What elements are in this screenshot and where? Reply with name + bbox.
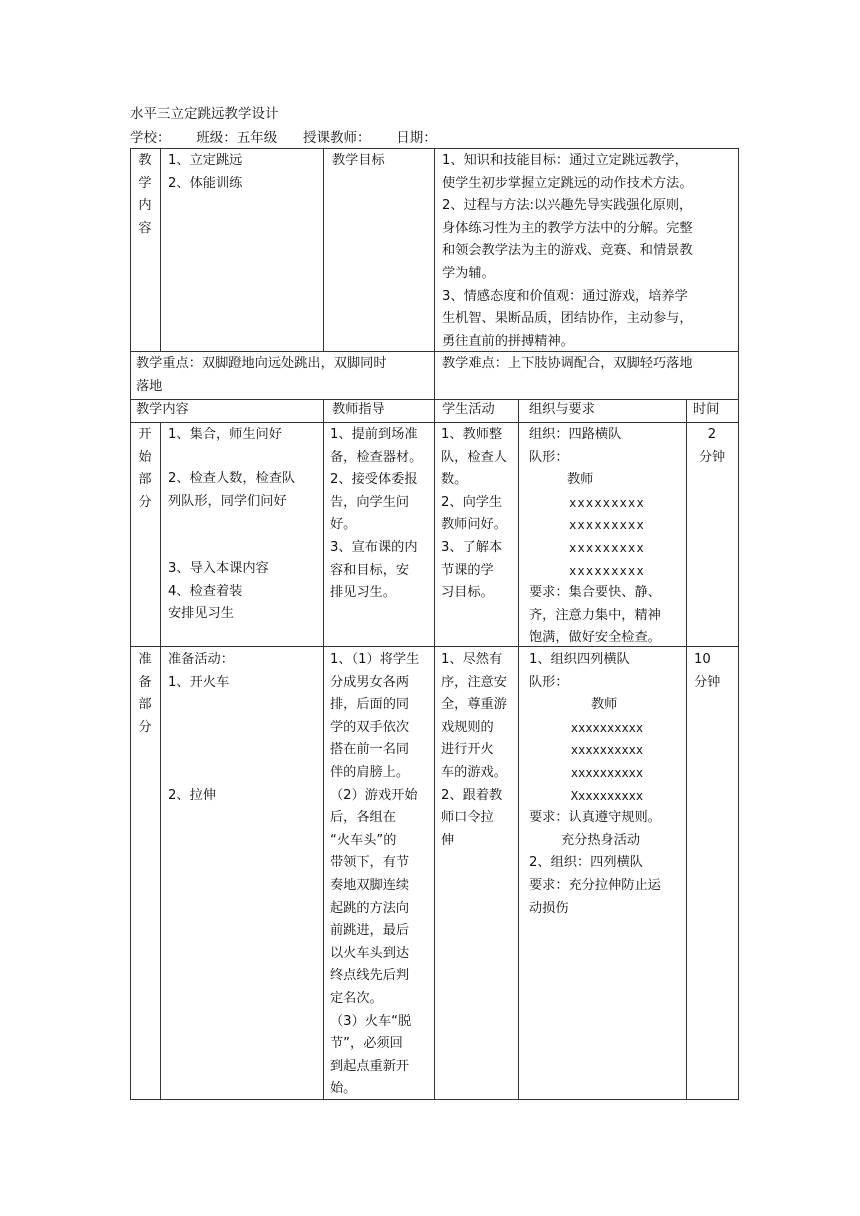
formation-row: xxxxxxxxx [569,518,645,533]
formation-row: Xxxxxxxxxx [570,788,644,803]
start-student: 1、教师整 队，检查人 数。 2、向学生 教师问好。 3、了解本 节课的学 习目标。 [441,427,507,601]
start-content-c: 3、导入本课内容 4、检查着装 安排见习生 [168,561,269,622]
header-teacher: 教师指导 [332,402,385,417]
teaching-goals: 1、知识和技能目标：通过立定跳远教学， 使学生初步掌握立定跳远的动作技术方法。 2、过程与方法:以兴趣先导实践强化原则， 身体练习性为主的教学方法中的分解。完整 和领会教学法为主的游戏、竞赛、和情景教 学为辅。 3、情感态度和价值观：通过游戏，培养学 生机智、果断品质，团结协作，主动参与， 勇往直前的拼搏精神。 [442,153,693,349]
header-org: 组织与要求 [529,402,595,417]
formation-row: xxxxxxxxx [569,563,645,578]
formation-teacher: 教师 [567,472,594,488]
teaching-content: 1、立定跳远 2、体能训练 [168,153,243,191]
prep-content-b: 2、拉伸 [168,788,216,803]
formation-row: xxxxxxxxx [569,495,645,510]
formation-teacher: 教师 [591,697,618,713]
formation-row: xxxxxxxxxx [570,765,644,780]
prep-student: 1、尽然有 序，注意安 全，尊重游 戏规则的 进行开火 车的游戏。 2、跟着教 师口令拉 伸 [441,652,507,848]
start-org: 组织：四路横队 队形： 教师 xxxxxxxxx xxxxxxxxx xxxxxxxxx xxxxxxxxx 要求：集合要快、静、 齐，注意力集中，精神 饱满，做好安全检查。 [529,424,685,650]
start-time: 2 分钟 [698,427,726,465]
formation-row: xxxxxxxxxx [570,743,644,758]
teaching-content-label: 教 学 内 容 [138,153,152,236]
prep-teacher: 1、（1）将学生 分成男女各两 排，后面的同 学的双手依次 搭在前一名同 伴的肩膀上。 （2）游戏开始 后，各组在 “火车头”的 带领下，有节 奏地双脚连续 起跳的方法向 前跳进，最后 以火车头到达 终点线先后判 定名次。 （3）火车“脱 节”，必须回 到起点重新开 始。 [330,652,420,1097]
prep-org: 1、组织四列横队 队形： 教师 xxxxxxxxxx xxxxxxxxxx xxxxxxxxxx Xxxxxxxxxx 要求：认真遵守规则。 充分热身活动 2、组织：四列横队 要求：充分拉伸防止运 动损伤 [529,649,685,920]
header-content: 教学内容 [136,402,189,417]
teaching-focus: 教学重点：双脚蹬地向远处跳出，双脚同时 落地 [136,356,387,394]
prep-section-label: 准 备 部 分 [138,652,152,735]
teaching-difficulty: 教学难点：上下肢协调配合，双脚轻巧落地 [442,356,693,371]
header-student: 学生活动 [442,402,495,417]
start-content-a: 1、集合，师生问好 [168,427,282,442]
start-content-b: 2、检查人数，检查队 列队形，同学们问好 [168,471,296,509]
start-teacher: 1、提前到场准 备，检查器材。 2、接受体委报 告，向学生问 好。 3、宣布课的内 容和目标，安 排见习生。 [330,427,423,601]
start-section-label: 开 始 部 分 [138,427,152,510]
prep-time: 10 分钟 [694,652,721,690]
prep-content-a: 准备活动： 1、开火车 [168,652,234,690]
teaching-goal-label: 教学目标 [332,153,385,168]
formation-row: xxxxxxxxx [569,540,645,555]
document-title: 水平三立定跳远教学设计 [130,106,279,122]
header-time: 时间 [693,402,720,417]
document-meta: 学校： 班级：五年级 授课教师： 日期： [130,130,437,146]
formation-row: xxxxxxxxxx [570,720,644,735]
